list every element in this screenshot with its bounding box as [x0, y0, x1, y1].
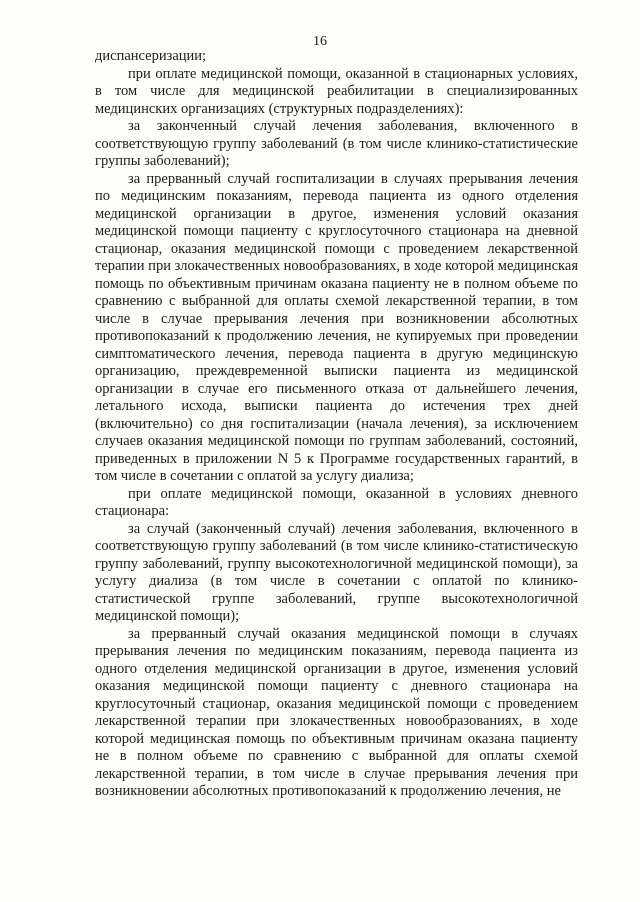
paragraph-day-hospital-interrupted: за прерванный случай оказания медицинской помощи в случаях прерывания лечения по медицинским показаниям, перевода пациента из одного отделения медицинской организации в другое, изменения условий оказания медицинской помощи пациенту с дневного стационара на круглосуточный стационар, оказания медицинской помощи с проведением лекарственной терапии при злокачественных новообразованиях, в ходе которой медицинская помощь по объективным причинам оказана пациенту не в полном объеме по сравнению с выбранной для оплаты схемой лекарственной терапии, в том числе в случае прерывания лечения при возникновении абсолютных противопоказаний к продолжению лечения, не [95, 625, 578, 799]
paragraph-day-hospital-case: за случай (законченный случай) лечения заболевания, включенного в соответствующую группу заболеваний (в том числе клинико-статистическую группу заболеваний, группу высокотехнологичной медицинской помощи), за услугу диализа (в том числе в сочетании с оплатой по клинико-статистической группе заболеваний, группе высокотехнологичной медицинской помощи); [95, 520, 578, 624]
document-body [95, 48, 578, 801]
paragraph-continuation: диспансеризации; [95, 48, 207, 64]
paragraph-completed-case: за законченный случай лечения заболевания, включенного в соответствующую группу заболеваний (в том числе клинико-статистические группы заболеваний); [95, 118, 578, 169]
paragraph-interrupted-hospitalization: за прерванный случай госпитализации в случаях прерывания лечения по медицинским показаниям, перевода пациента из одного отделения медицинской организации в другое, изменения условий оказания медицинской помощи пациенту с круглосуточного стационара на дневной стационар, оказания медицинской помощи с проведением лекарственной терапии при злокачественных новообразованиях, в ходе которой медицинская помощь по объективным причинам оказана пациенту не в полном объеме по сравнению с выбранной для оплаты схемой лекарственной терапии, в том числе в случае прерывания лечения при возникновении абсолютных противопоказаний к продолжению лечения, не купируемых при проведении симптоматического лечения, перевода пациента в другую медицинскую организацию, преждевременной выписки пациента из медицинской организации в случае его письменного отказа от дальнейшего лечения, летального исхода, выписки пациента до истечения трех дней (включительно) со дня госпитализации (начала лечения), за исключением случаев оказания медицинской помощи по группам заболеваний, состояний, приведенных в приложении N 5 к Программе государственных гарантий, в том числе в сочетании с оплатой за услугу диализа; [95, 170, 578, 484]
paragraph-day-hospital-payment: при оплате медицинской помощи, оказанной в условиях дневного стационара: [95, 485, 578, 519]
paragraph-inpatient-payment: при оплате медицинской помощи, оказанной в стационарных условиях, в том числе для медицинской реабилитации в специализированных медицинских организациях (структурных подразделениях): [95, 65, 578, 117]
page-number: 16 [313, 34, 327, 49]
